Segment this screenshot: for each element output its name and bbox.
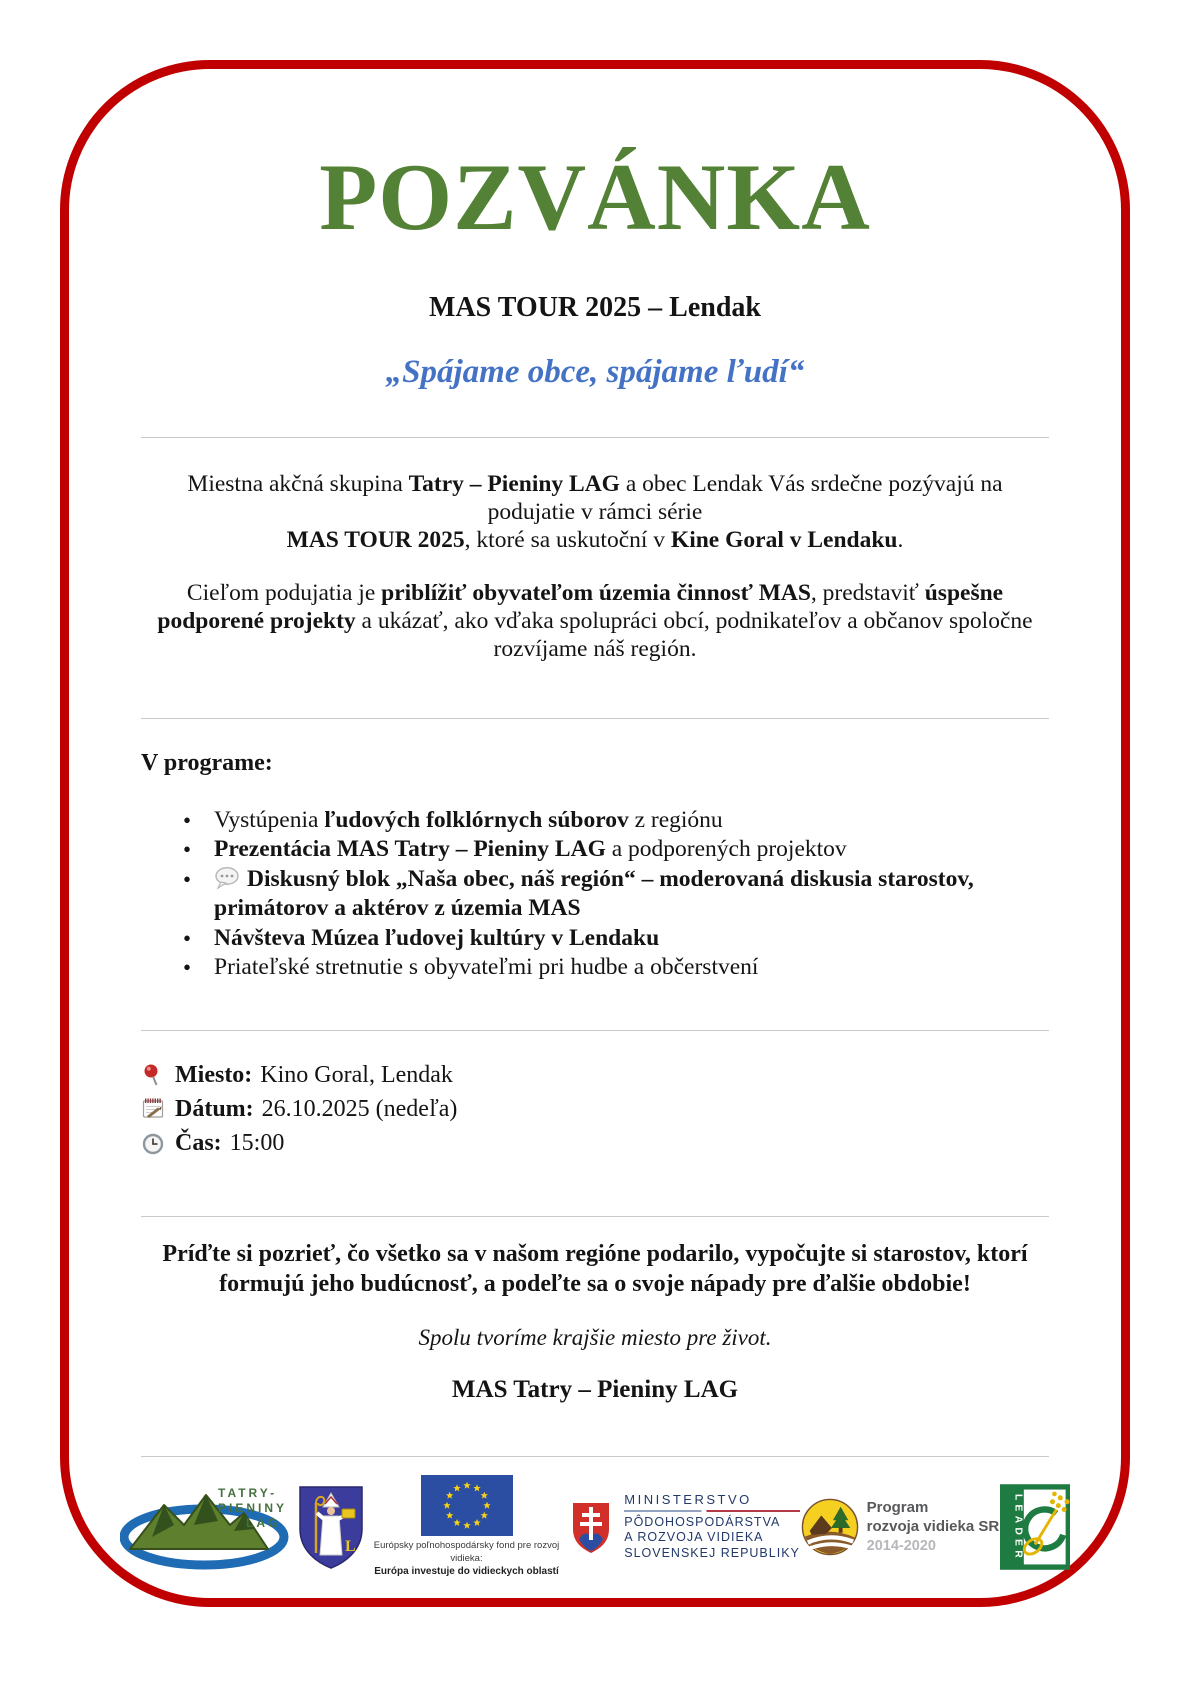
- list-item: [181, 865, 1049, 924]
- intro-text: Miestna akčná skupina: [187, 470, 409, 497]
- ministry-line1: MINISTERSTVO: [624, 1492, 800, 1515]
- list-item: [181, 835, 1049, 865]
- intro-bold: úspešne podporené projekty: [157, 579, 1004, 634]
- intro-text: Cieľom podujatia je: [186, 579, 382, 606]
- detail-value: Kino Goral, Lendak: [260, 1061, 453, 1088]
- item-text: Priateľské stretnutie s obyvateľmi pri hudbe a občerstvení: [214, 954, 759, 981]
- program-rozvoja-vidieka-logo: [801, 1498, 1000, 1556]
- content-area: [141, 144, 1049, 1578]
- prv-emblem: [801, 1498, 859, 1556]
- event-motto: „Spájame obce, spájame ľudí“: [385, 353, 805, 390]
- partner-logos: [120, 1475, 1070, 1579]
- item-bold: Diskusný blok „Naša obec, náš región“ – moderovaná diskusia starostov, primátorov a aktérov z územia MAS: [214, 865, 974, 922]
- prv-line2: rozvoja vidieka SR: [866, 1518, 1000, 1536]
- list-item: [181, 953, 1049, 983]
- slovak-coat-of-arms: [567, 1498, 615, 1556]
- prv-line1: Program: [866, 1498, 929, 1516]
- detail-label: Miesto:: [175, 1061, 253, 1088]
- leader-logo: [1000, 1484, 1070, 1570]
- item-bold: Prezentácia MAS Tatry – Pieniny LAG: [214, 836, 606, 863]
- divider: [141, 1030, 1049, 1031]
- speech-balloon-icon: [214, 866, 240, 890]
- program-list: [141, 806, 1049, 983]
- intro-bold: Tatry – Pieniny LAG: [408, 470, 620, 497]
- detail-location: [141, 1058, 1049, 1092]
- intro-paragraph-1: [141, 470, 1049, 554]
- item-bold: Návšteva Múzea ľudovej kultúry v Lendaku: [214, 924, 660, 951]
- detail-date: [141, 1092, 1049, 1126]
- divider: [141, 1216, 1049, 1217]
- intro-text: , predstaviť: [810, 579, 925, 606]
- detail-time: [141, 1126, 1049, 1160]
- eu-flag: [421, 1475, 513, 1536]
- intro-text: podujatie v rámci série: [487, 498, 703, 525]
- tplag-text-line3: LAG: [246, 1515, 281, 1530]
- detail-label: Čas:: [175, 1129, 222, 1156]
- detail-label: Dátum:: [175, 1095, 254, 1122]
- closing-paragraph: Príďte si pozrieť, čo všetko sa v našom regióne podarilo, vypočujte si starostov, ktorí formujú jeho budúcnosť, a podeľte sa o svoje nápady pre ďalšie obdobie!: [162, 1240, 1028, 1297]
- intro-bold: Kine Goral v Lendaku: [670, 526, 898, 553]
- intro-text: a obec Lendak Vás srdečne pozývajú na: [619, 470, 1003, 497]
- calendar-icon: [141, 1097, 167, 1121]
- intro-paragraph-2: [141, 579, 1049, 663]
- detail-value: 26.10.2025 (nedeľa): [261, 1095, 458, 1122]
- eu-caption-line1: Európsky poľnohospodársky fond pre rozvoj vidieka:: [373, 1539, 560, 1564]
- ministry-line3: A ROZVOJA VIDIEKA: [624, 1530, 764, 1545]
- prv-years: 2014-2020: [866, 1537, 936, 1554]
- item-text: Vystúpenia: [214, 806, 325, 833]
- list-item: [181, 806, 1049, 836]
- leader-label: LEADER: [1012, 1493, 1024, 1562]
- lendak-initial: L: [344, 1537, 356, 1555]
- closing-tagline: Spolu tvoríme krajšie miesto pre život.: [418, 1324, 772, 1350]
- divider: [141, 718, 1049, 719]
- divider: [141, 1456, 1049, 1457]
- item-text: z regiónu: [628, 806, 723, 833]
- event-subtitle: MAS TOUR 2025 – Lendak: [429, 291, 761, 323]
- page-title: POZVÁNKA: [319, 144, 871, 250]
- eu-flag-logo: [367, 1475, 567, 1579]
- item-bold: ľudových folklórnych súborov: [324, 806, 629, 833]
- signature: MAS Tatry – Pieniny LAG: [451, 1375, 739, 1403]
- intro-bold: priblížiť obyvateľom územia činnosť MAS: [381, 579, 811, 606]
- intro-bold: MAS TOUR 2025: [286, 526, 465, 553]
- tplag-text-line1: TATRY-: [218, 1485, 278, 1500]
- pushpin-icon: [141, 1063, 167, 1087]
- item-text: a podporených projektov: [605, 836, 847, 863]
- clock-icon: [141, 1131, 167, 1155]
- intro-text: , ktoré sa uskutoční v: [464, 526, 671, 553]
- detail-value: 15:00: [229, 1129, 285, 1156]
- event-details: [141, 1058, 1049, 1160]
- ministry-logo: [567, 1492, 800, 1562]
- tplag-text-line2: PIENINY: [218, 1500, 288, 1515]
- ministry-line4: SLOVENSKEJ REPUBLIKY: [624, 1546, 800, 1560]
- divider: [141, 437, 1049, 438]
- intro-text: a ukázať, ako vďaka spolupráci obcí, podnikateľov a občanov spoločne rozvíjame náš región.: [355, 607, 1033, 662]
- ministry-line2: PÔDOHOSPODÁRSTVA: [624, 1514, 781, 1529]
- tatry-pieniny-lag-logo: [120, 1479, 295, 1575]
- program-heading: V programe:: [141, 749, 273, 776]
- list-item: [181, 924, 1049, 954]
- intro-text: .: [897, 526, 904, 553]
- eu-caption-line2: Európa investuje do vidieckych oblastí: [374, 1566, 559, 1578]
- lendak-coat-of-arms: [296, 1483, 366, 1571]
